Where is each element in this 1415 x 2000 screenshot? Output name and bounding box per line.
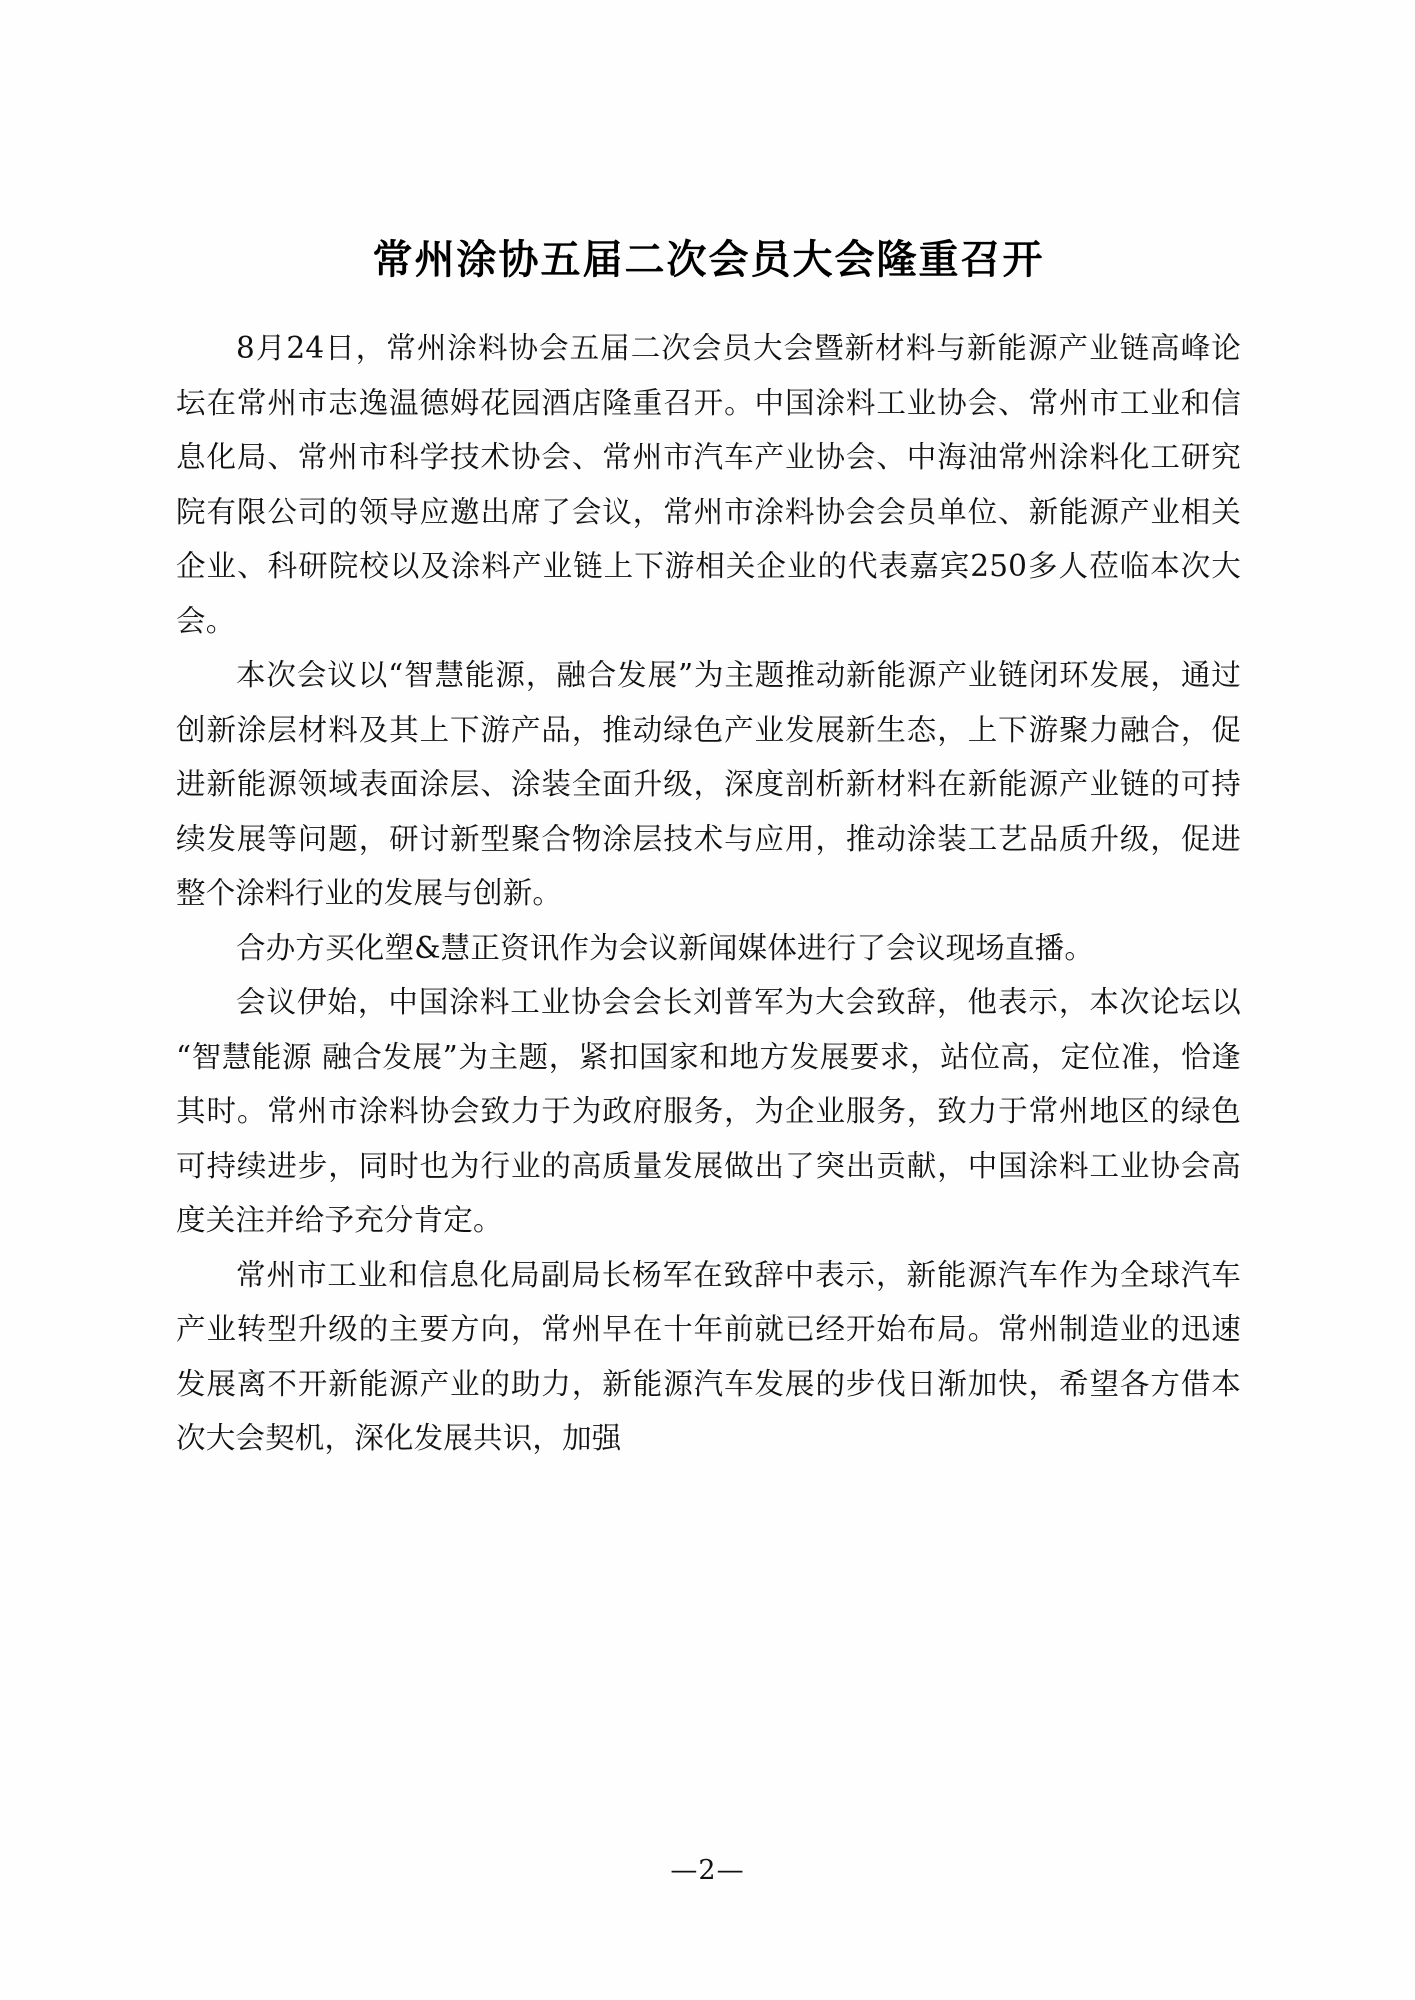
paragraph: 本次会议以“智慧能源，融合发展”为主题推动新能源产业链闭环发展，通过创新涂层材料及其上下游产品，推动绿色产业发展新生态，上下游聚力融合，促进新能源领域表面涂层、涂装全面升级，深度剖析新材料在新能源产业链的可持续发展等问题，研讨新型聚合物涂层技术与应用，推动涂装工艺品质升级，促进整个涂料行业的发展与创新。 — [176, 658, 1241, 910]
page-number: —2— — [670, 1855, 745, 1886]
paragraph: 常州市工业和信息化局副局长杨军在致辞中表示，新能源汽车作为全球汽车产业转型升级的主要方向，常州早在十年前就已经开始布局。常州制造业的迅速发展离不开新能源产业的助力，新能源汽车发展的步伐日渐加快，希望各方借本次大会契机，深化发展共识，加强 — [176, 1257, 1241, 1455]
paragraph: 8月24日，常州涂料协会五届二次会员大会暨新材料与新能源产业链高峰论坛在常州市志逸温德姆花园酒店隆重召开。中国涂料工业协会、常州市工业和信息化局、常州市科学技术协会、常州市汽车产业协会、中海油常州涂料化工研究院有限公司的领导应邀出席了会议，常州市涂料协会会员单位、新能源产业相关企业、科研院校以及涂料产业链上下游相关企业的代表嘉宾250多人莅临本次大会。 — [176, 331, 1241, 638]
paragraph: 合办方买化塑&慧正资讯作为会议新闻媒体进行了会议现场直播。 — [236, 930, 1095, 965]
article-body — [176, 321, 1241, 1466]
paragraph: 会议伊始，中国涂料工业协会会长刘普军为大会致辞，他表示，本次论坛以“智慧能源 融合发展”为主题，紧扣国家和地方发展要求，站位高，定位准，恰逢其时。常州市涂料协会致力于为政府服务，为企业服务，致力于常州地区的绿色可持续进步，同时也为行业的高质量发展做出了突出贡献，中国涂料工业协会高度关注并给予充分肯定。 — [176, 985, 1241, 1237]
page-content — [176, 0, 1241, 1466]
page-title: 常州涂协五届二次会员大会隆重召开 — [372, 236, 1045, 283]
